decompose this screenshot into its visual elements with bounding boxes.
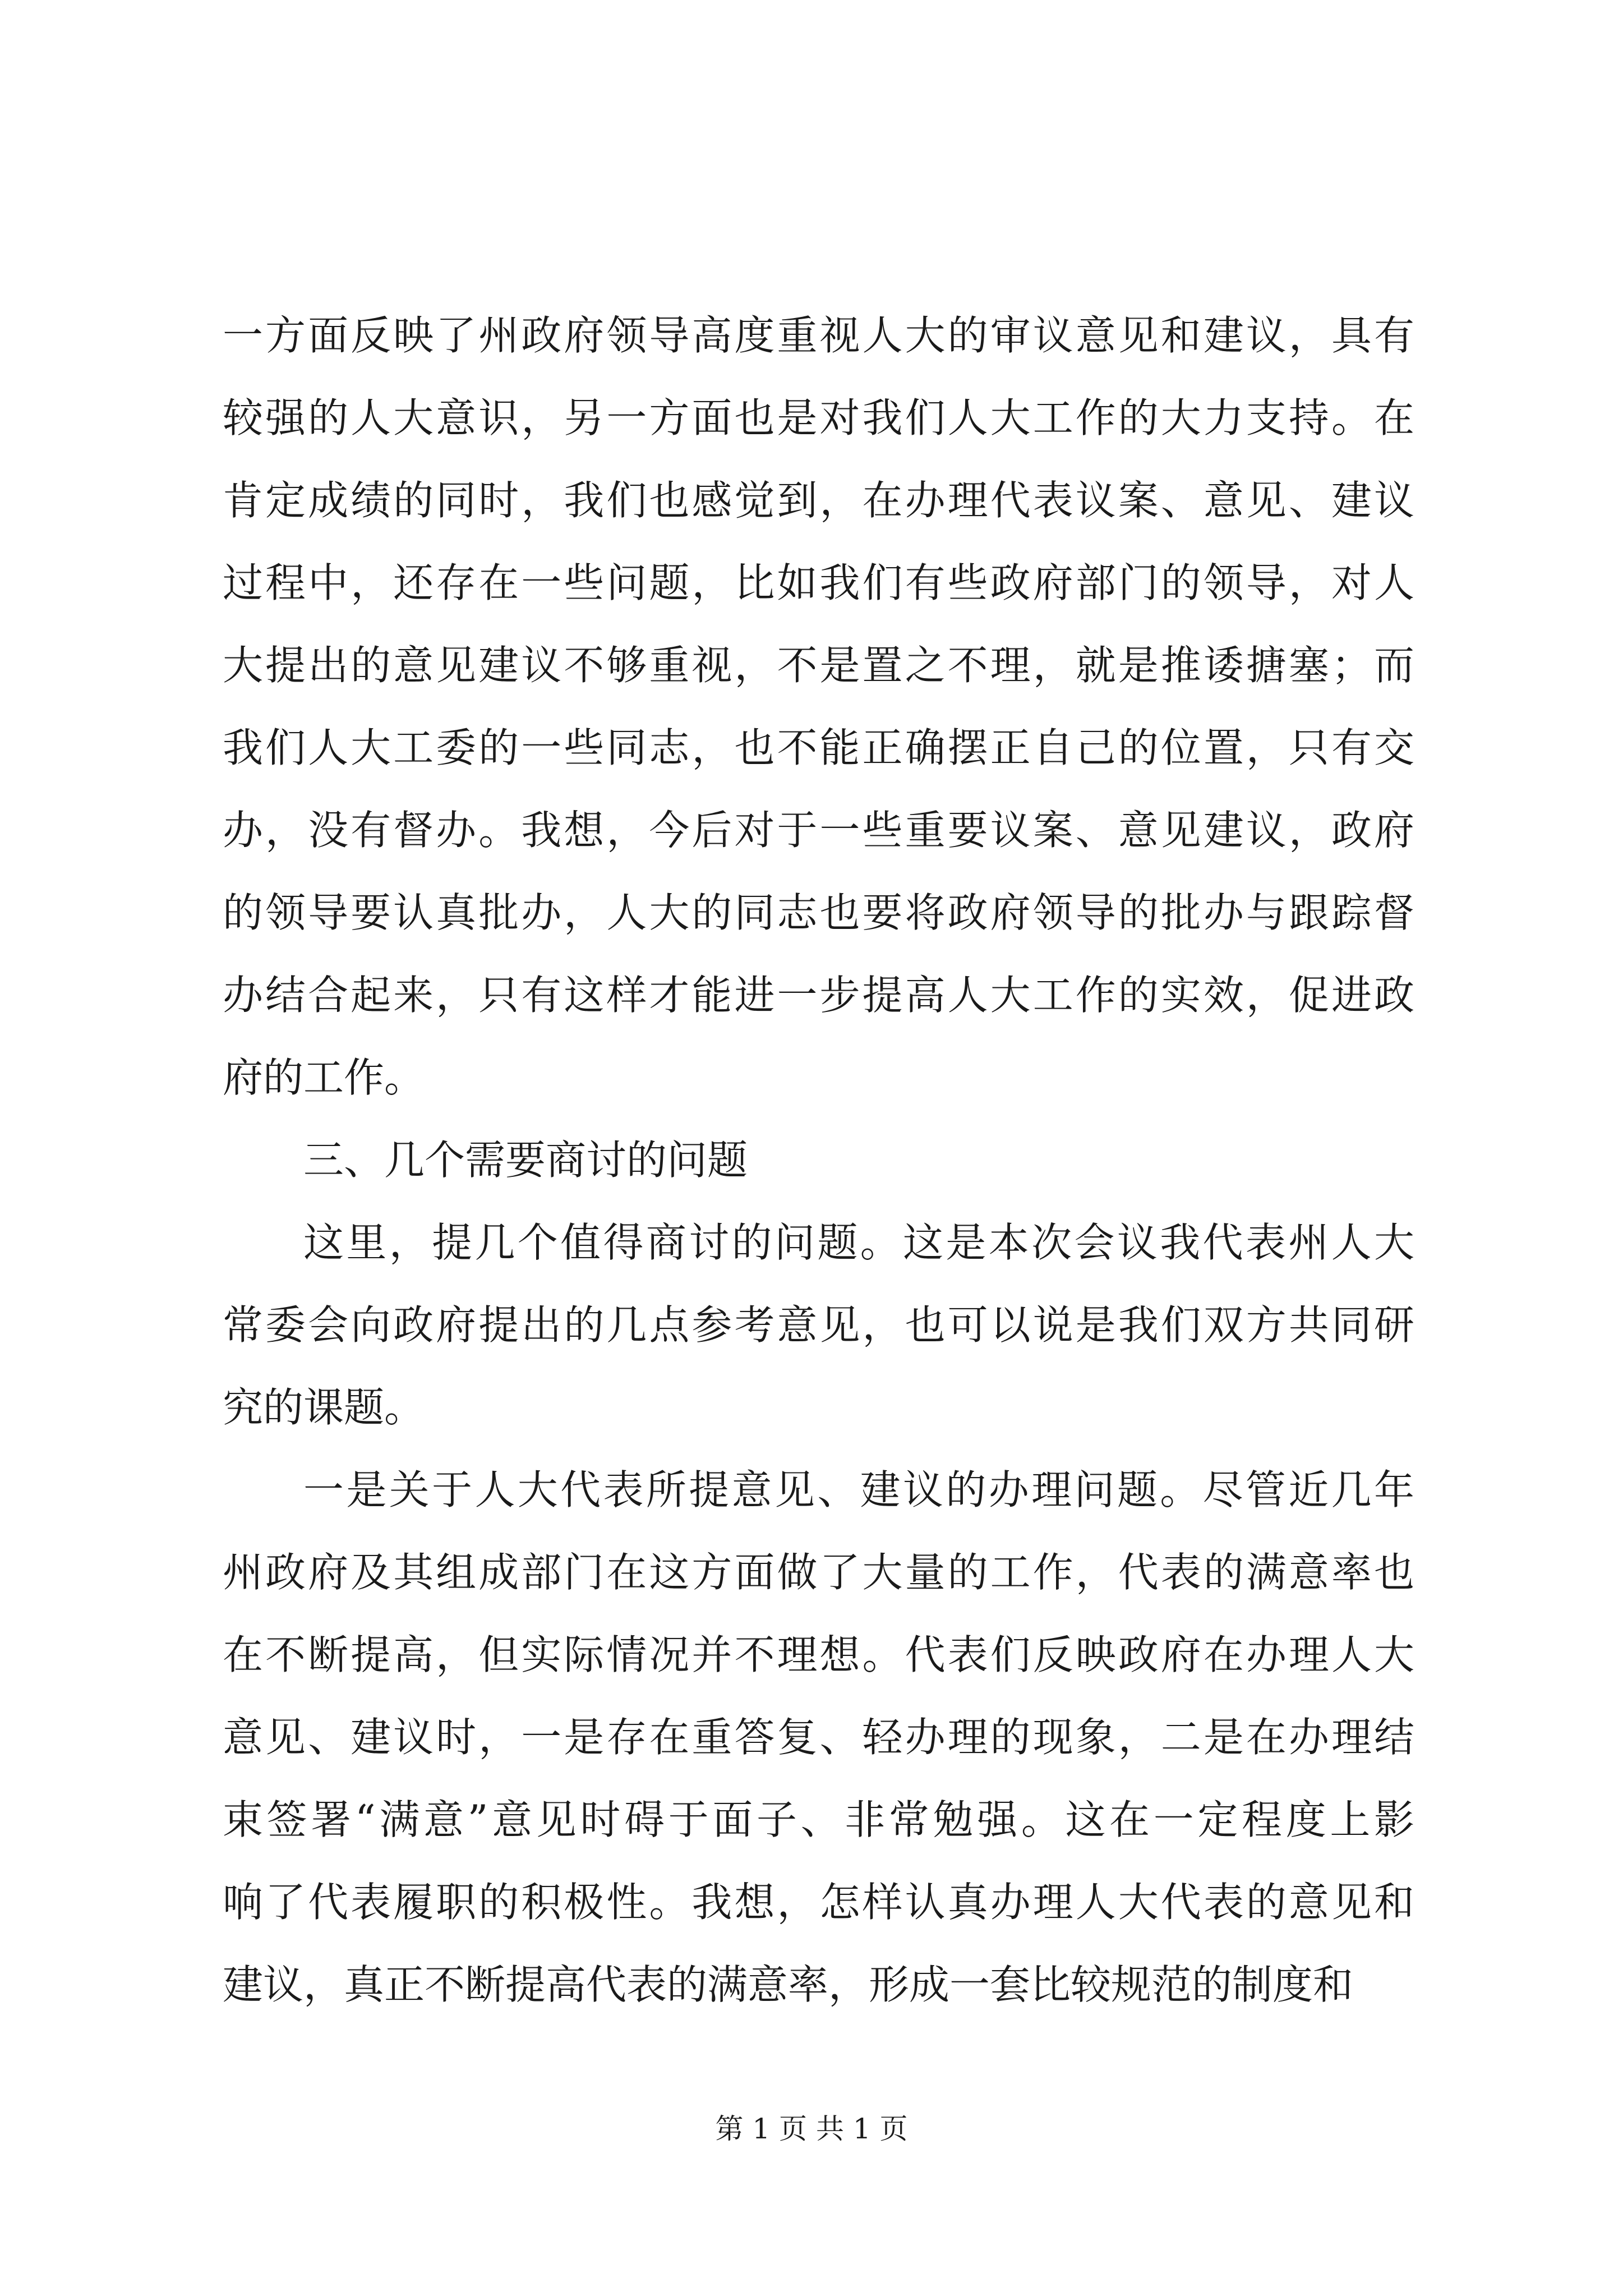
text-line: 在不断提高，但实际情况并不理想。代表们反映政府在办理人大	[223, 1631, 1414, 1678]
paragraph	[223, 1202, 1414, 1449]
text-line: 办，没有督办。我想，今后对于一些重要议案、意见建议，政府	[223, 807, 1414, 854]
text-line: 一是关于人大代表所提意见、建议的办理问题。尽管近几年	[303, 1466, 1414, 1513]
paragraph	[223, 1449, 1414, 2026]
text-line: 常委会向政府提出的几点参考意见，也可以说是我们双方共同研	[223, 1301, 1414, 1349]
text-line: 大提出的意见建议不够重视，不是置之不理，就是推诿搪塞；而	[223, 642, 1414, 689]
text-line: 我们人大工委的一些同志，也不能正确摆正自己的位置，只有交	[223, 724, 1414, 771]
text-line: 肯定成绩的同时，我们也感觉到，在办理代表议案、意见、建议	[223, 477, 1414, 524]
text-line: 的领导要认真批办，人大的同志也要将政府领导的批办与跟踪督	[223, 889, 1414, 936]
page-footer: 第 1 页 共 1 页	[715, 2113, 908, 2145]
text-line: 办结合起来，只有这样才能进一步提高人大工作的实效，促进政	[223, 972, 1414, 1019]
text-line: 意见、建议时，一是存在重答复、轻办理的现象，二是在办理结	[223, 1714, 1414, 1761]
text-line: 响了代表履职的积极性。我想，怎样认真办理人大代表的意见和	[223, 1879, 1414, 1926]
text-line: 建议，真正不断提高代表的满意率，形成一套比较规范的制度和	[223, 1961, 1354, 2008]
document-body	[223, 295, 1414, 2026]
text-line: 过程中，还存在一些问题，比如我们有些政府部门的领导，对人	[223, 559, 1414, 606]
text-line: 三、几个需要商讨的问题	[303, 1137, 748, 1184]
text-line: 束签署“满意”意见时碍于面子、非常勉强。这在一定程度上影	[223, 1796, 1414, 1843]
text-line: 府的工作。	[223, 1054, 425, 1101]
paragraph	[223, 295, 1414, 1119]
text-line: 究的课题。	[223, 1384, 425, 1431]
paragraph	[223, 1119, 1414, 1202]
text-line: 一方面反映了州政府领导高度重视人大的审议意见和建议，具有	[223, 312, 1414, 359]
text-line: 州政府及其组成部门在这方面做了大量的工作，代表的满意率也	[223, 1549, 1414, 1596]
text-line: 这里，提几个值得商讨的问题。这是本次会议我代表州人大	[303, 1219, 1414, 1266]
text-line: 较强的人大意识，另一方面也是对我们人大工作的大力支持。在	[223, 394, 1414, 441]
